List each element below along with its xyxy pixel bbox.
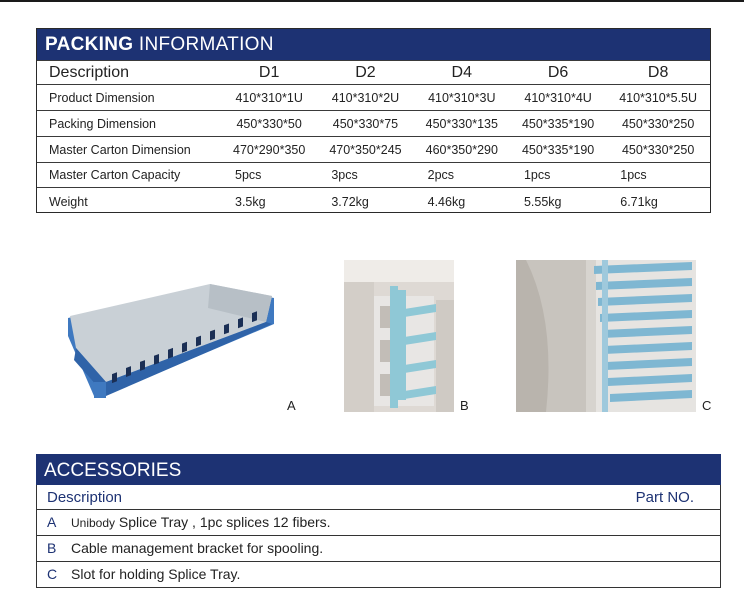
accessory-row-c: [36, 562, 721, 588]
table-cell: 410*310*4U: [510, 85, 606, 111]
table-cell: 1pcs: [606, 163, 710, 188]
col-header-d4: D4: [414, 61, 510, 85]
packing-grid: [37, 60, 710, 216]
top-rule: [0, 0, 744, 2]
table-cell: 470*290*350: [221, 137, 317, 163]
table-cell: 450*330*75: [317, 111, 413, 137]
table-cell: 450*330*250: [606, 111, 710, 137]
splice-tray-image: [60, 278, 280, 400]
accessory-row-b: [36, 536, 721, 562]
packing-title-bold: PACKING: [45, 34, 134, 55]
table-cell: 450*330*135: [414, 111, 510, 137]
table-cell: 6.71kg: [606, 188, 710, 217]
table-cell: 450*335*190: [510, 111, 606, 137]
accessory-prefix: Unibody: [71, 516, 116, 530]
table-cell: 410*310*1U: [221, 85, 317, 111]
accessory-description: Splice Tray , 1pc splices 12 fibers.: [115, 514, 331, 530]
image-a-label: A: [287, 398, 296, 413]
bracket-image: [344, 260, 454, 412]
table-cell: 3.5kg: [221, 188, 317, 217]
col-header-d6: D6: [510, 61, 606, 85]
row-label: Master Carton Capacity: [37, 163, 221, 188]
table-row: [37, 137, 710, 163]
image-b-label: B: [460, 398, 469, 413]
table-cell: 1pcs: [510, 163, 606, 188]
table-row: [37, 163, 710, 188]
table-cell: 5.55kg: [510, 188, 606, 217]
row-label: Packing Dimension: [37, 111, 221, 137]
table-cell: 460*350*290: [414, 137, 510, 163]
packing-header: [37, 29, 710, 60]
accessories-column-headers: [36, 485, 721, 510]
col-header-d8: D8: [606, 61, 710, 85]
col-header-d1: D1: [221, 61, 317, 85]
table-cell: 410*310*5.5U: [606, 85, 710, 111]
accessory-letter: B: [47, 540, 57, 556]
table-cell: 2pcs: [414, 163, 510, 188]
col-header-description: Description: [37, 61, 221, 85]
table-cell: 410*310*3U: [414, 85, 510, 111]
packing-title-rest: INFORMATION: [133, 34, 274, 55]
slot-image: [516, 260, 696, 412]
accessories-table: [36, 454, 721, 591]
row-label: Weight: [37, 188, 221, 217]
accessory-letter: C: [47, 566, 58, 582]
packing-info-table: [36, 28, 711, 213]
row-label: Master Carton Dimension: [37, 137, 221, 163]
accessory-description: Cable management bracket for spooling.: [71, 540, 324, 556]
col-header-d2: D2: [317, 61, 413, 85]
table-cell: 450*330*50: [221, 111, 317, 137]
table-cell: 450*330*250: [606, 137, 710, 163]
table-cell: 410*310*2U: [317, 85, 413, 111]
table-cell: 3.72kg: [317, 188, 413, 217]
packing-column-headers: [37, 61, 710, 85]
accessory-description: Slot for holding Splice Tray.: [71, 566, 241, 582]
accessory-text: [71, 510, 331, 536]
table-cell: 470*350*245: [317, 137, 413, 163]
table-row: [37, 85, 710, 111]
table-cell: 450*335*190: [510, 137, 606, 163]
table-row: [37, 188, 710, 217]
accessories-part-header: Part NO.: [635, 489, 694, 506]
table-cell: 5pcs: [221, 163, 317, 188]
table-row: [37, 111, 710, 137]
table-cell: 3pcs: [317, 163, 413, 188]
accessories-description-header: Description: [47, 489, 123, 506]
row-label: Product Dimension: [37, 85, 221, 111]
image-c-label: C: [702, 398, 712, 413]
table-cell: 4.46kg: [414, 188, 510, 217]
accessories-header: ACCESSORIES: [36, 454, 721, 485]
accessory-letter: A: [47, 514, 57, 530]
accessory-row-a: [36, 510, 721, 536]
